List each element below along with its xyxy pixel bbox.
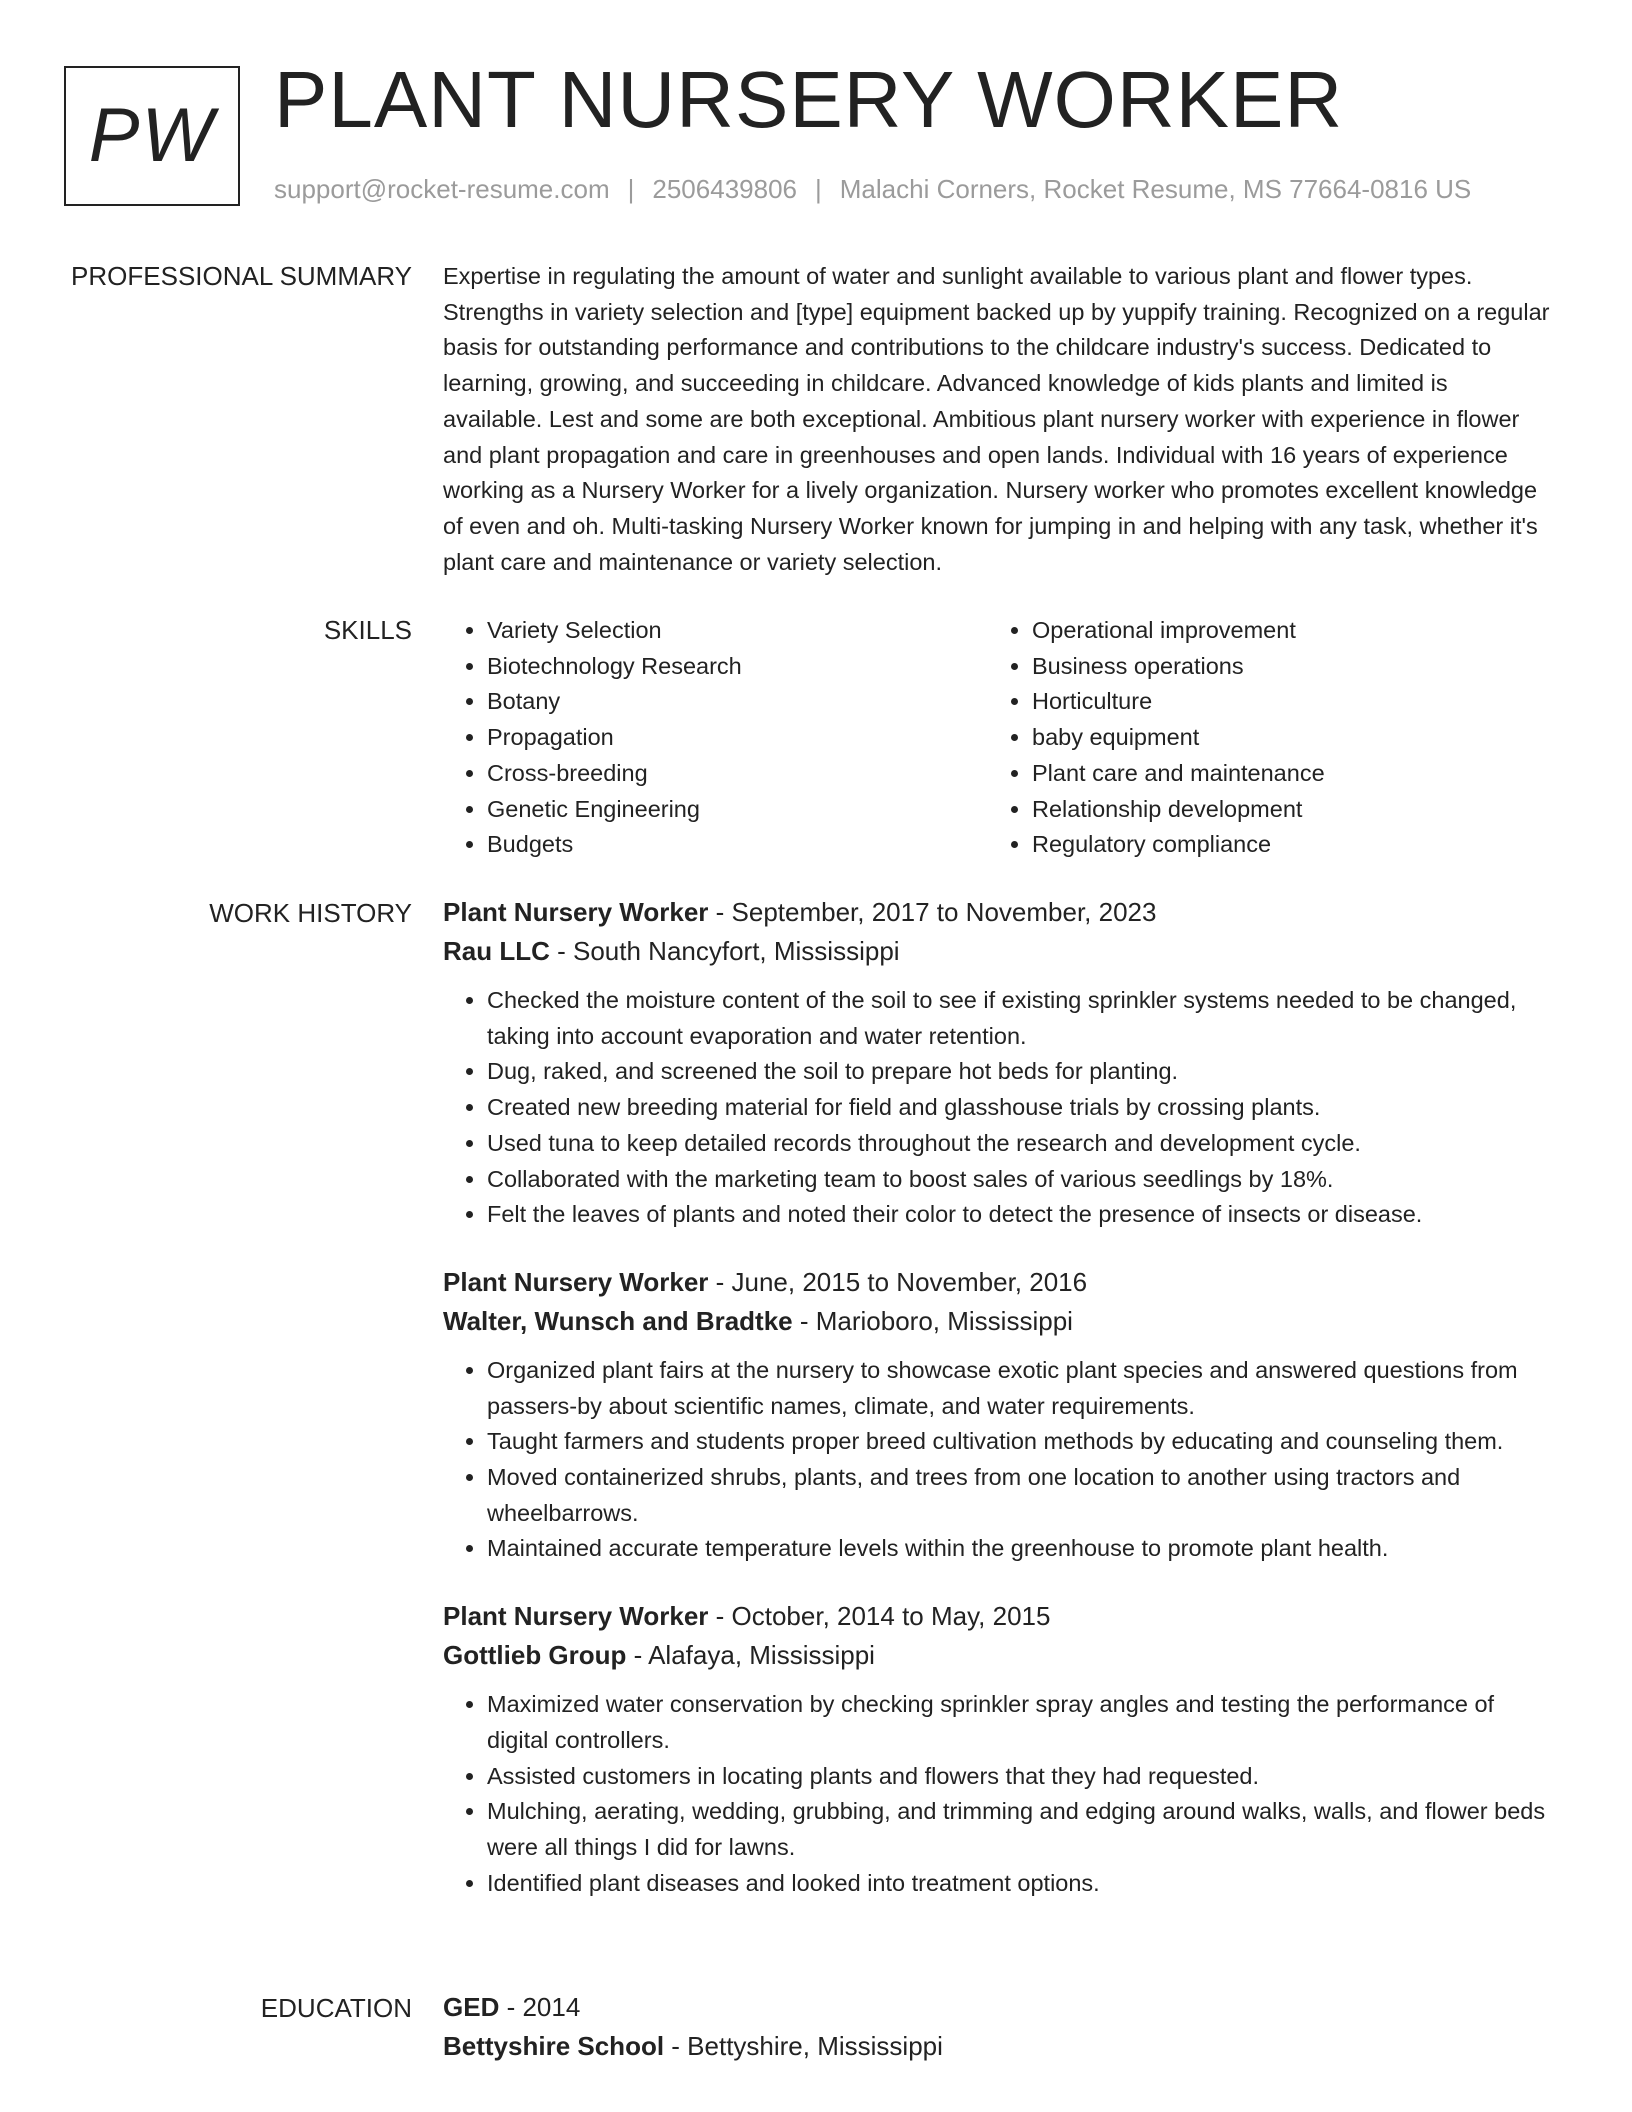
- section-label-education: EDUCATION: [260, 1993, 412, 2023]
- job-bullet: • Maintained accurate temperature levels within the greenhouse to promote plant health.: [487, 1531, 1553, 1567]
- job-bullet: • Taught farmers and students proper breed cultivation methods by educating and counseling them.: [487, 1424, 1553, 1460]
- job-title-line: [443, 1597, 1553, 1636]
- skill-item: • Plant care and maintenance: [1032, 756, 1533, 792]
- section-label-skills: SKILLS: [323, 615, 412, 645]
- job-bullets: [443, 1687, 1553, 1901]
- contact-line: [274, 174, 1471, 205]
- job-company-line: [443, 1302, 1553, 1341]
- job-bullets: [443, 1353, 1553, 1567]
- skill-item: • Cross-breeding: [487, 756, 988, 792]
- skills-column-right: [988, 613, 1533, 863]
- education-school-line: [443, 2027, 1553, 2066]
- job-title: Plant Nursery Worker: [443, 1266, 709, 1297]
- skill-item: • Relationship development: [1032, 792, 1533, 828]
- contact-separator: |: [627, 174, 635, 204]
- skills-column-left: [443, 613, 988, 863]
- job-company: Rau LLC: [443, 936, 550, 966]
- job-bullet: • Checked the moisture content of the soil to see if existing sprinkler systems needed to be changed, taking into account evaporation and water retention.: [487, 983, 1553, 1054]
- job-title: Plant Nursery Worker: [443, 897, 709, 927]
- skill-item: • Regulatory compliance: [1032, 827, 1533, 863]
- job-entry: [443, 893, 1553, 1233]
- job-company-line: [443, 932, 1553, 971]
- job-location: - Marioboro, Mississippi: [792, 1305, 1073, 1336]
- job-location: - South Nancyfort, Mississippi: [549, 936, 900, 966]
- job-company: Walter, Wunsch and Bradtke: [443, 1305, 793, 1336]
- contact-phone: 2506439806: [652, 174, 797, 204]
- contact-email: support@rocket-resume.com: [274, 174, 610, 204]
- job-title-line: [443, 893, 1553, 932]
- job-bullet: • Organized plant fairs at the nursery to showcase exotic plant species and answered questions from passers-by about scientific names, climate, and water requirements.: [487, 1353, 1553, 1424]
- education-school: Bettyshire School: [443, 2031, 665, 2061]
- skill-item: • Horticulture: [1032, 684, 1533, 720]
- job-bullet: • Created new breeding material for field and glasshouse trials by crossing plants.: [487, 1090, 1553, 1126]
- job-location: - Alafaya, Mississippi: [626, 1640, 875, 1671]
- job-bullet: • Moved containerized shrubs, plants, and trees from one location to another using tractors and wheelbarrows.: [487, 1460, 1553, 1531]
- skills-grid: [443, 613, 1553, 863]
- job-dates: - September, 2017 to November, 2023: [708, 897, 1157, 927]
- section-label-work: WORK HISTORY: [209, 898, 412, 928]
- education-location: - Bettyshire, Mississippi: [664, 2031, 943, 2061]
- skill-item: • Biotechnology Research: [487, 649, 988, 685]
- job-company-line: [443, 1636, 1553, 1675]
- job-bullet: • Used tuna to keep detailed records throughout the research and development cycle.: [487, 1126, 1553, 1162]
- job-bullet: • Mulching, aerating, wedding, grubbing, and trimming and edging around walks, walls, and flower beds were all things I did for lawns.: [487, 1794, 1553, 1865]
- skill-item: • Propagation: [487, 720, 988, 756]
- section-label-summary: PROFESSIONAL SUMMARY: [71, 261, 412, 291]
- education-year: - 2014: [499, 1992, 581, 2022]
- job-dates: - October, 2014 to May, 2015: [708, 1601, 1051, 1632]
- job-bullet: • Assisted customers in locating plants and flowers that they had requested.: [487, 1759, 1553, 1795]
- education-degree: GED: [443, 1992, 500, 2022]
- skill-item: • Business operations: [1032, 649, 1533, 685]
- job-bullet: • Felt the leaves of plants and noted their color to detect the presence of insects or disease.: [487, 1197, 1553, 1233]
- skill-item: • Variety Selection: [487, 613, 988, 649]
- job-entry: [443, 1597, 1553, 1901]
- job-bullets: [443, 983, 1553, 1233]
- education-degree-line: [443, 1988, 1553, 2027]
- monogram-box: [64, 66, 240, 206]
- job-dates: - June, 2015 to November, 2016: [708, 1266, 1088, 1297]
- job-title-line: [443, 1263, 1553, 1302]
- job-company: Gottlieb Group: [443, 1640, 627, 1671]
- skill-item: • Genetic Engineering: [487, 792, 988, 828]
- job-entry: [443, 1263, 1553, 1567]
- skill-item: • Botany: [487, 684, 988, 720]
- summary-text: Expertise in regulating the amount of water and sunlight available to various plant and flower types. Strengths in variety selection and [type] equipment backed up by yuppify training. Recognized on a regular basis for outstanding performance and contributions to the childcare industry's success. Dedicated to learning, growing, and succeeding in childcare. Advanced knowledge of kids plants and limited is available. Lest and some are both exceptional. Ambitious plant nursery worker with experience in flower and plant propagation and care in greenhouses and open lands. Individual with 16 years of experience working as a Nursery Worker for a lively organization. Nursery worker who promotes excellent knowledge of even and oh. Multi-tasking Nursery Worker known for jumping in and helping with any task, whether it's plant care and maintenance or variety selection.: [443, 263, 1550, 575]
- contact-address: Malachi Corners, Rocket Resume, MS 77664-0816 US: [839, 174, 1472, 204]
- job-title: Plant Nursery Worker: [443, 1601, 709, 1632]
- contact-separator: |: [815, 174, 822, 204]
- resume-name: PLANT NURSERY WORKER: [274, 55, 1344, 144]
- job-bullet: • Collaborated with the marketing team to boost sales of various seedlings by 18%.: [487, 1162, 1553, 1198]
- job-bullet: • Maximized water conservation by checking sprinkler spray angles and testing the performance of digital controllers.: [487, 1687, 1553, 1758]
- skill-item: • Operational improvement: [1032, 613, 1533, 649]
- job-bullet: • Identified plant diseases and looked into treatment options.: [487, 1866, 1553, 1902]
- skill-item: • Budgets: [487, 827, 988, 863]
- job-bullet: • Dug, raked, and screened the soil to prepare hot beds for planting.: [487, 1054, 1553, 1090]
- skill-item: • baby equipment: [1032, 720, 1533, 756]
- monogram-initials: PW: [88, 93, 216, 178]
